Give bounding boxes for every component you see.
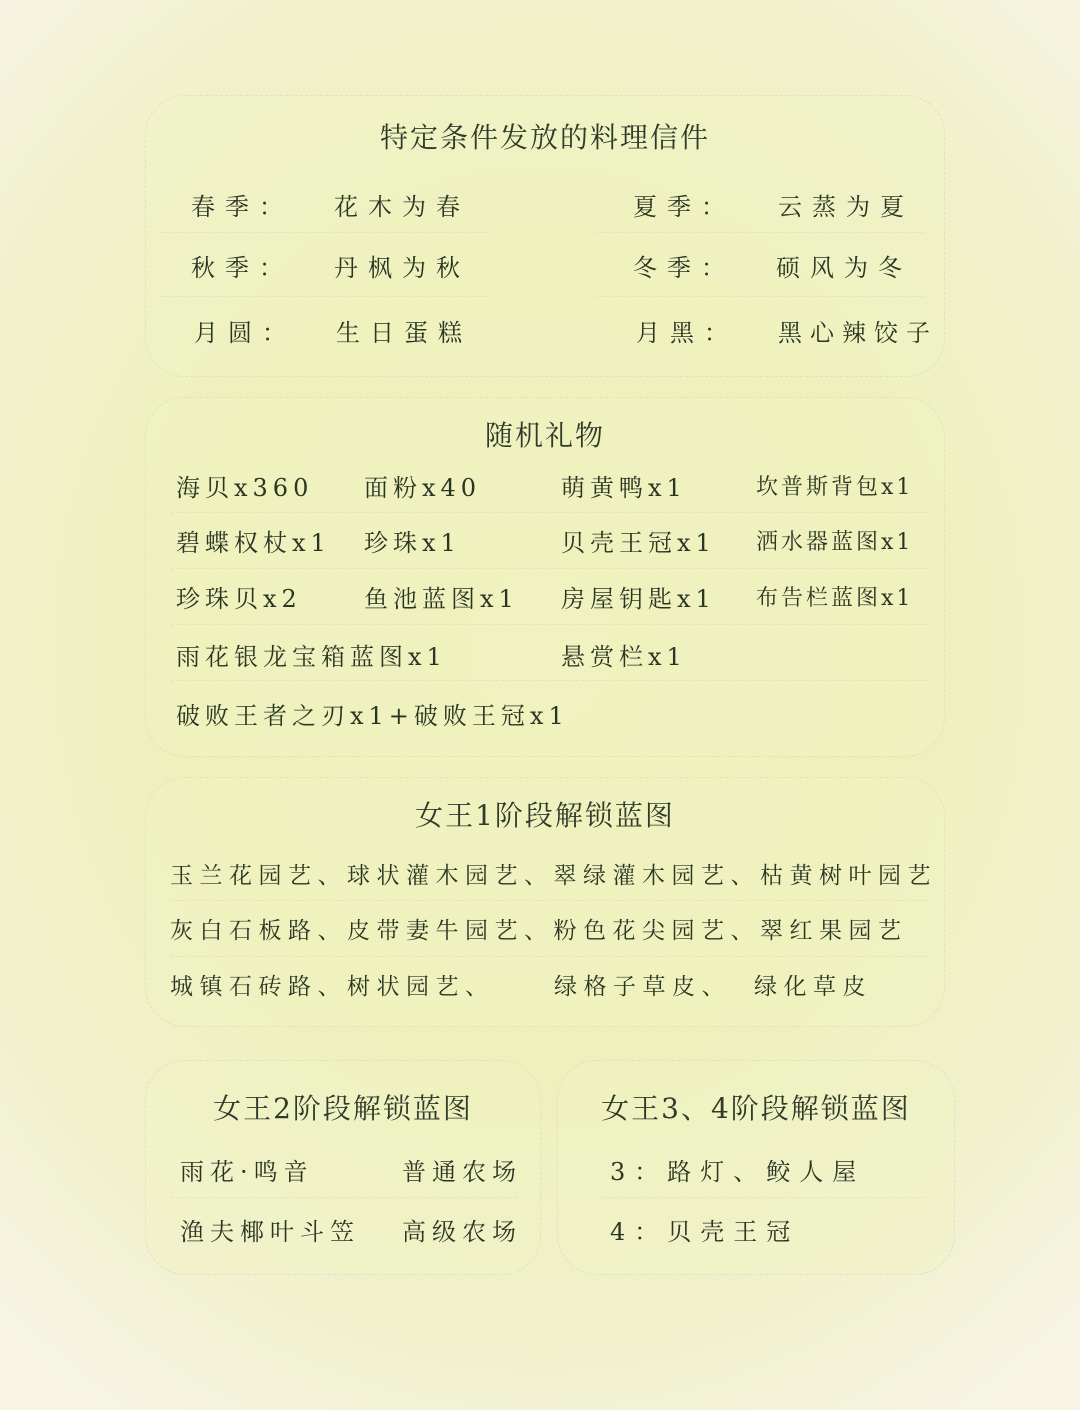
gift-item: 珍珠x1: [364, 529, 461, 557]
queen-stage34-card: [557, 1060, 955, 1275]
gift-item: 布告栏蓝图x1: [756, 586, 914, 611]
dark-moon-label: 月黑：: [636, 319, 738, 347]
divider: [596, 296, 924, 297]
seasonal-letters-card: [145, 95, 945, 377]
gift-item: 面粉x40: [364, 474, 482, 502]
divider: [171, 568, 929, 569]
gift-item: 萌黄鸭x1: [561, 474, 687, 502]
blueprint-line: 城镇石砖路、树状园艺、: [170, 974, 495, 1000]
divider: [171, 680, 929, 681]
blueprint-item: 渔夫椰叶斗笠: [180, 1218, 360, 1246]
divider: [161, 232, 489, 233]
blueprint-line: 玉兰花园艺、球状灌木园艺、翠绿灌木园艺、枯黄树叶园艺: [170, 863, 937, 889]
queen-stage1-title: 女王1阶段解锁蓝图: [415, 799, 675, 832]
autumn-value: 丹枫为秋: [334, 254, 470, 282]
blueprint-line: 灰白石板路、皮带妻牛园艺、粉色花尖园艺、翠红果园艺: [170, 918, 908, 944]
autumn-label: 秋季：: [191, 254, 293, 282]
gift-item: 破败王者之刃x1+破败王冠x1: [176, 702, 569, 730]
spring-value: 花木为春: [334, 193, 470, 221]
divider: [171, 900, 929, 901]
blueprint-item: 普通农场: [402, 1158, 522, 1186]
random-gifts-card: [145, 397, 945, 757]
divider: [161, 296, 489, 297]
spring-label: 春季：: [191, 193, 293, 221]
gift-item: 洒水器蓝图x1: [756, 530, 914, 555]
divider: [171, 624, 929, 625]
gift-item: 贝壳王冠x1: [561, 529, 716, 557]
divider: [171, 1197, 517, 1198]
divider: [171, 956, 929, 957]
dark-moon-value: 黑心辣饺子: [778, 319, 938, 347]
full-moon-value: 生日蛋糕: [336, 319, 472, 347]
queen-stage34-title: 女王3、4阶段解锁蓝图: [601, 1092, 911, 1125]
divider: [171, 512, 929, 513]
gift-item: 坎普斯背包x1: [756, 475, 914, 500]
gift-item: 海贝x360: [176, 474, 314, 502]
summer-label: 夏季：: [633, 193, 735, 221]
full-moon-label: 月圆：: [194, 319, 296, 347]
summer-value: 云蒸为夏: [778, 193, 914, 221]
gift-item: 珍珠贝x2: [176, 585, 302, 613]
gift-item: 碧蝶权杖x1: [176, 529, 331, 557]
blueprint-line: 绿化草皮: [754, 974, 872, 1000]
blueprint-item: 雨花·鸣音: [180, 1158, 314, 1186]
seasonal-letters-title: 特定条件发放的料理信件: [379, 121, 710, 154]
blueprint-item: 4：贝壳王冠: [610, 1218, 800, 1246]
divider: [596, 232, 924, 233]
gift-item: 悬赏栏x1: [561, 643, 687, 671]
queen-stage2-card: [145, 1060, 541, 1275]
blueprint-line: 绿格子草皮、: [554, 974, 731, 1000]
gift-item: 雨花银龙宝箱蓝图x1: [176, 643, 447, 671]
winter-label: 冬季：: [633, 254, 735, 282]
queen-stage2-title: 女王2阶段解锁蓝图: [213, 1092, 473, 1125]
queen-stage1-card: [145, 777, 945, 1027]
gift-item: 房屋钥匙x1: [561, 585, 716, 613]
blueprint-item: 高级农场: [402, 1218, 522, 1246]
winter-value: 硕风为冬: [776, 254, 912, 282]
random-gifts-title: 随机礼物: [484, 419, 605, 452]
blueprint-item: 3：路灯、鲛人屋: [610, 1158, 866, 1186]
divider: [598, 1197, 924, 1198]
gift-item: 鱼池蓝图x1: [364, 585, 519, 613]
